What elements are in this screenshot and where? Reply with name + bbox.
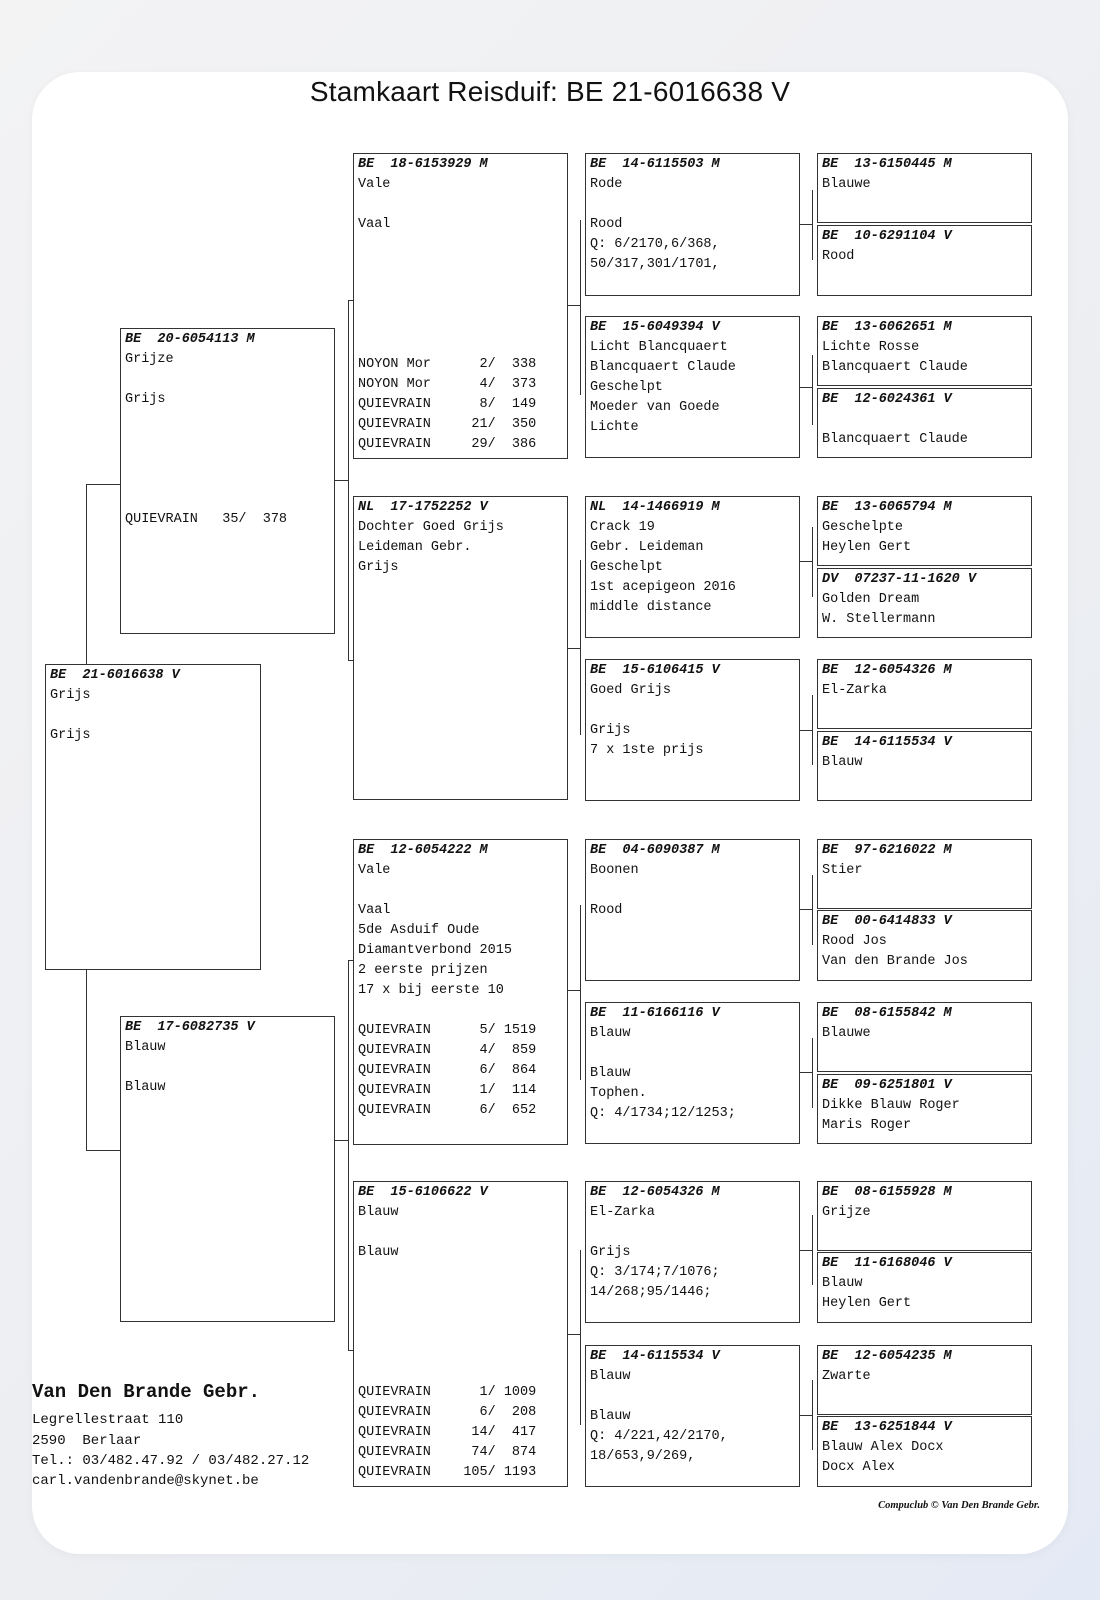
pigeon-info-line: Lichte	[590, 420, 639, 435]
connector	[568, 990, 580, 991]
pigeon-info-line: Blauw	[590, 1369, 631, 1384]
pigeon-info-line: NOYON Mor 2/ 338	[358, 357, 537, 372]
connector	[812, 1038, 813, 1108]
pigeon-info-line: Vale	[358, 177, 391, 192]
pigeon-info-line: QUIEVRAIN 74/ 874	[358, 1445, 537, 1460]
pigeon-info-line: 14/268;95/1446;	[590, 1285, 712, 1300]
connector	[800, 909, 812, 910]
pigeon-info-line: Blauw	[590, 1409, 631, 1424]
connector	[568, 1334, 580, 1335]
connector	[335, 1140, 348, 1141]
ring-number: BE 13-6062651 M	[822, 320, 952, 335]
pigeon-info-line	[125, 370, 330, 390]
pigeon-info-line: Geschelpt	[590, 380, 663, 395]
pigeon-info-line: Blauw	[358, 1205, 399, 1220]
pigeon-info-line: Leideman Gebr.	[358, 540, 472, 555]
pigeon-info-line: Docx Alex	[822, 1460, 895, 1475]
pigeon-info-line: Tophen.	[590, 1086, 647, 1101]
pigeon-info-line: Blancquaert Claude	[822, 360, 968, 375]
pigeon-info-line: Blauw Alex Docx	[822, 1440, 944, 1455]
ring-number: BE 12-6054326 M	[590, 1185, 720, 1200]
pigeon-info-line: Van den Brande Jos	[822, 954, 968, 969]
connector	[800, 561, 812, 562]
ring-number: BE 13-6251844 V	[822, 1420, 952, 1435]
pigeon-info-line: QUIEVRAIN 6/ 652	[358, 1103, 537, 1118]
pigeon-card-gen3	[585, 496, 800, 638]
ring-number: BE 12-6054235 M	[822, 1349, 952, 1364]
pigeon-info-line: QUIEVRAIN 21/ 350	[358, 417, 537, 432]
connector	[580, 905, 581, 1080]
pigeon-info-line	[358, 1343, 563, 1363]
pigeon-card-gen4	[817, 910, 1032, 981]
pigeon-info-line	[358, 1283, 563, 1303]
pigeon-info-line: Blancquaert Claude	[590, 360, 736, 375]
pigeon-card-gen3	[585, 316, 800, 458]
pigeon-info-line: El-Zarka	[590, 1205, 655, 1220]
ring-number: BE 08-6155842 M	[822, 1006, 952, 1021]
pigeon-info-line	[590, 1387, 795, 1407]
pigeon-info-line	[358, 315, 563, 335]
connector	[580, 1250, 581, 1425]
ring-number: BE 15-6106415 V	[590, 663, 720, 678]
pigeon-info-line: Goed Grijs	[590, 683, 672, 698]
pigeon-info-line: Boonen	[590, 863, 639, 878]
pigeon-card-gen4	[817, 1416, 1032, 1487]
pigeon-info-line: Stier	[822, 863, 863, 878]
pigeon-info-line	[358, 1263, 563, 1283]
pigeon-card-gen2	[353, 1181, 568, 1487]
connector	[800, 387, 812, 388]
pigeon-info-line: Maris Roger	[822, 1118, 912, 1133]
ring-number: BE 12-6054326 M	[822, 663, 952, 678]
pigeon-card-gen3	[585, 1181, 800, 1323]
pigeon-card-gen2	[353, 839, 568, 1145]
pigeon-info-line: Moeder van Goede	[590, 400, 720, 415]
pigeon-card-gen2	[353, 153, 568, 459]
pigeon-info-line: Zwarte	[822, 1369, 871, 1384]
breeder-street: Legrellestraat 110	[32, 1412, 184, 1428]
connector	[348, 960, 349, 1350]
pigeon-info-line: Gebr. Leideman	[590, 540, 704, 555]
pigeon-info-line: Q: 4/221,42/2170,	[590, 1429, 728, 1444]
pigeon-info-line	[125, 410, 330, 430]
connector	[86, 484, 120, 485]
pigeon-info-line	[358, 335, 563, 355]
pigeon-info-line: Rood	[822, 249, 855, 264]
pigeon-card-gen3	[585, 1345, 800, 1487]
pigeon-info-line: Q: 4/1734;12/1253;	[590, 1106, 736, 1121]
pigeon-info-line: Blauwe	[822, 1026, 871, 1041]
pigeon-info-line	[125, 450, 330, 470]
connector	[800, 1250, 812, 1251]
connector	[348, 300, 349, 660]
ring-number: BE 17-6082735 V	[125, 1020, 255, 1035]
pigeon-info-line: Blauw	[125, 1080, 166, 1095]
pigeon-info-line: 17 x bij eerste 10	[358, 983, 504, 998]
pigeon-info-line: Vale	[358, 863, 391, 878]
pigeon-info-line	[125, 490, 330, 510]
ring-number: NL 14-1466919 M	[590, 500, 720, 515]
connector	[580, 560, 581, 735]
pigeon-card-gen4	[817, 496, 1032, 566]
pigeon-card-gen4	[817, 731, 1032, 801]
pigeon-info-line: Rood	[590, 903, 623, 918]
pigeon-info-line: middle distance	[590, 600, 712, 615]
ring-number: BE 14-6115534 V	[590, 1349, 720, 1364]
pigeon-card-gen4	[817, 1074, 1032, 1144]
pigeon-info-line	[358, 1363, 563, 1383]
ring-number: BE 08-6155928 M	[822, 1185, 952, 1200]
pigeon-info-line: Q: 3/174;7/1076;	[590, 1265, 720, 1280]
pigeon-card-gen4	[817, 388, 1032, 458]
breeder-name: Van Den Brande Gebr.	[32, 1381, 261, 1403]
connector	[812, 190, 813, 260]
pigeon-info-line	[125, 430, 330, 450]
pigeon-card-gen3	[585, 839, 800, 981]
ring-number: BE 00-6414833 V	[822, 914, 952, 929]
pigeon-info-line: Grijs	[50, 728, 91, 743]
pigeon-info-line: QUIEVRAIN 6/ 208	[358, 1405, 537, 1420]
pigeon-info-line	[358, 295, 563, 315]
connector	[812, 355, 813, 425]
pigeon-info-line: QUIEVRAIN 29/ 386	[358, 437, 537, 452]
pigeon-info-line: Diamantverbond 2015	[358, 943, 512, 958]
ring-number: BE 13-6150445 M	[822, 157, 952, 172]
pigeon-info-line	[358, 881, 563, 901]
ring-number: BE 13-6065794 M	[822, 500, 952, 515]
connector	[568, 305, 580, 306]
pigeon-info-line: Vaal	[358, 217, 391, 232]
connector	[800, 1072, 812, 1073]
copyright-note: Compuclub © Van Den Brande Gebr.	[878, 1500, 1040, 1511]
pigeon-info-line: 2 eerste prijzen	[358, 963, 488, 978]
pigeon-info-line: QUIEVRAIN 1/ 1009	[358, 1385, 537, 1400]
ring-number: BE 11-6166116 V	[590, 1006, 720, 1021]
pigeon-info-line: Golden Dream	[822, 592, 920, 607]
pigeon-info-line: Q: 6/2170,6/368,	[590, 237, 720, 252]
pigeon-info-line: Blancquaert Claude	[822, 432, 968, 447]
pigeon-info-line	[125, 1058, 330, 1078]
pigeon-info-line: Heylen Gert	[822, 1296, 912, 1311]
pigeon-info-line: QUIEVRAIN 4/ 859	[358, 1043, 537, 1058]
connector	[812, 1380, 813, 1450]
breeder-email: carl.vandenbrande@skynet.be	[32, 1473, 259, 1489]
pigeon-info-line	[358, 255, 563, 275]
connector	[86, 970, 87, 1150]
pigeon-info-line: Rood	[590, 217, 623, 232]
pigeon-info-line: QUIEVRAIN 8/ 149	[358, 397, 537, 412]
pigeon-info-line	[590, 1044, 795, 1064]
breeder-phone: Tel.: 03/482.47.92 / 03/482.27.12	[32, 1453, 310, 1469]
ring-number: BE 04-6090387 M	[590, 843, 720, 858]
pigeon-info-line: 5de Asduif Oude	[358, 923, 480, 938]
pigeon-card-self	[45, 664, 261, 970]
pigeon-card-gen4	[817, 153, 1032, 223]
connector	[800, 1415, 812, 1416]
pigeon-card-gen4	[817, 316, 1032, 386]
pigeon-info-line: Blauw	[590, 1026, 631, 1041]
pigeon-info-line: Blauwe	[822, 177, 871, 192]
connector	[580, 220, 581, 395]
pigeon-info-line: Dikke Blauw Roger	[822, 1098, 960, 1113]
pigeon-card-gen4	[817, 225, 1032, 296]
pigeon-card-gen4	[817, 1252, 1032, 1323]
pigeon-info-line	[358, 235, 563, 255]
ring-number: BE 15-6106622 V	[358, 1185, 488, 1200]
pigeon-info-line: Heylen Gert	[822, 540, 912, 555]
pigeon-info-line	[358, 1223, 563, 1243]
ring-number: BE 97-6216022 M	[822, 843, 952, 858]
pigeon-card-mother	[120, 1016, 335, 1322]
pigeon-info-line: QUIEVRAIN 105/ 1193	[358, 1465, 537, 1480]
ring-number: BE 20-6054113 M	[125, 332, 255, 347]
connector	[800, 730, 812, 731]
connector	[812, 875, 813, 945]
pigeon-info-line: Grijs	[50, 688, 91, 703]
ring-number: BE 12-6024361 V	[822, 392, 952, 407]
pigeon-info-line: Geschelpt	[590, 560, 663, 575]
pigeon-info-line: QUIEVRAIN 14/ 417	[358, 1425, 537, 1440]
pigeon-info-line: Rode	[590, 177, 623, 192]
ring-number: BE 11-6168046 V	[822, 1256, 952, 1271]
pigeon-info-line	[822, 410, 1027, 430]
pigeon-info-line: 18/653,9/269,	[590, 1449, 696, 1464]
pigeon-info-line: QUIEVRAIN 1/ 114	[358, 1083, 537, 1098]
pigeon-info-line	[125, 470, 330, 490]
pigeon-info-line: Crack 19	[590, 520, 655, 535]
pigeon-info-line: Blauw	[822, 1276, 863, 1291]
pigeon-info-line: NOYON Mor 4/ 373	[358, 377, 537, 392]
ring-number: BE 14-6115503 M	[590, 157, 720, 172]
pigeon-card-gen2	[353, 496, 568, 800]
pigeon-info-line: Blauw	[590, 1066, 631, 1081]
pigeon-info-line	[358, 275, 563, 295]
breeder-city: 2590 Berlaar	[32, 1433, 142, 1449]
pigeon-card-gen4	[817, 839, 1032, 909]
ring-number: BE 10-6291104 V	[822, 229, 952, 244]
pigeon-card-gen4	[817, 1345, 1032, 1415]
connector	[800, 224, 812, 225]
ring-number: NL 17-1752252 V	[358, 500, 488, 515]
connector	[812, 527, 813, 597]
connector	[812, 695, 813, 765]
pigeon-card-gen3	[585, 659, 800, 801]
pigeon-info-line: QUIEVRAIN 5/ 1519	[358, 1023, 537, 1038]
pigeon-info-line: Rood Jos	[822, 934, 887, 949]
connector	[568, 648, 580, 649]
pigeon-info-line: Dochter Goed Grijs	[358, 520, 504, 535]
pigeon-info-line	[590, 701, 795, 721]
pigeon-info-line: 50/317,301/1701,	[590, 257, 720, 272]
pigeon-info-line: Grijs	[590, 723, 631, 738]
ring-number: BE 09-6251801 V	[822, 1078, 952, 1093]
pigeon-card-gen3	[585, 1002, 800, 1144]
pigeon-info-line	[358, 1001, 563, 1021]
pigeon-info-line: QUIEVRAIN 35/ 378	[125, 512, 288, 527]
pigeon-info-line: Lichte Rosse	[822, 340, 920, 355]
ring-number: BE 14-6115534 V	[822, 735, 952, 750]
pigeon-info-line: Grijs	[125, 392, 166, 407]
ring-number: BE 15-6049394 V	[590, 320, 720, 335]
connector	[335, 480, 348, 481]
pigeon-card-gen4	[817, 568, 1032, 638]
pigeon-info-line	[50, 706, 256, 726]
ring-number: BE 12-6054222 M	[358, 843, 488, 858]
connector	[86, 484, 87, 664]
pigeon-info-line	[358, 195, 563, 215]
pigeon-info-line: QUIEVRAIN 6/ 864	[358, 1063, 537, 1078]
pigeon-info-line: Licht Blancquaert	[590, 340, 728, 355]
pigeon-info-line	[590, 1223, 795, 1243]
pigeon-info-line: Grijs	[358, 560, 399, 575]
pigeon-info-line	[358, 1323, 563, 1343]
pigeon-info-line: Blauw	[358, 1245, 399, 1260]
pigeon-info-line	[590, 195, 795, 215]
pigeon-card-gen3	[585, 153, 800, 296]
pigeon-info-line: Grijze	[125, 352, 174, 367]
pigeon-card-gen4	[817, 1181, 1032, 1251]
pigeon-info-line: Grijze	[822, 1205, 871, 1220]
pigeon-info-line: W. Stellermann	[822, 612, 936, 627]
pigeon-info-line	[590, 881, 795, 901]
ring-number: DV 07237-11-1620 V	[822, 572, 976, 587]
pigeon-info-line: Blauw	[125, 1040, 166, 1055]
page-title: Stamkaart Reisduif: BE 21-6016638 V	[309, 76, 791, 107]
pigeon-info-line	[358, 1303, 563, 1323]
pigeon-info-line: 1st acepigeon 2016	[590, 580, 736, 595]
connector	[86, 1150, 120, 1151]
pigeon-info-line: Grijs	[590, 1245, 631, 1260]
pigeon-card-gen4	[817, 1002, 1032, 1072]
pigeon-info-line: El-Zarka	[822, 683, 887, 698]
ring-number: BE 21-6016638 V	[50, 668, 180, 683]
pigeon-info-line: 7 x 1ste prijs	[590, 743, 704, 758]
connector	[812, 1215, 813, 1285]
pigeon-info-line: Blauw	[822, 755, 863, 770]
pigeon-info-line: Geschelpte	[822, 520, 904, 535]
pigeon-info-line: Vaal	[358, 903, 391, 918]
pigeon-card-gen4	[817, 659, 1032, 729]
ring-number: BE 18-6153929 M	[358, 157, 488, 172]
pigeon-card-father	[120, 328, 335, 634]
